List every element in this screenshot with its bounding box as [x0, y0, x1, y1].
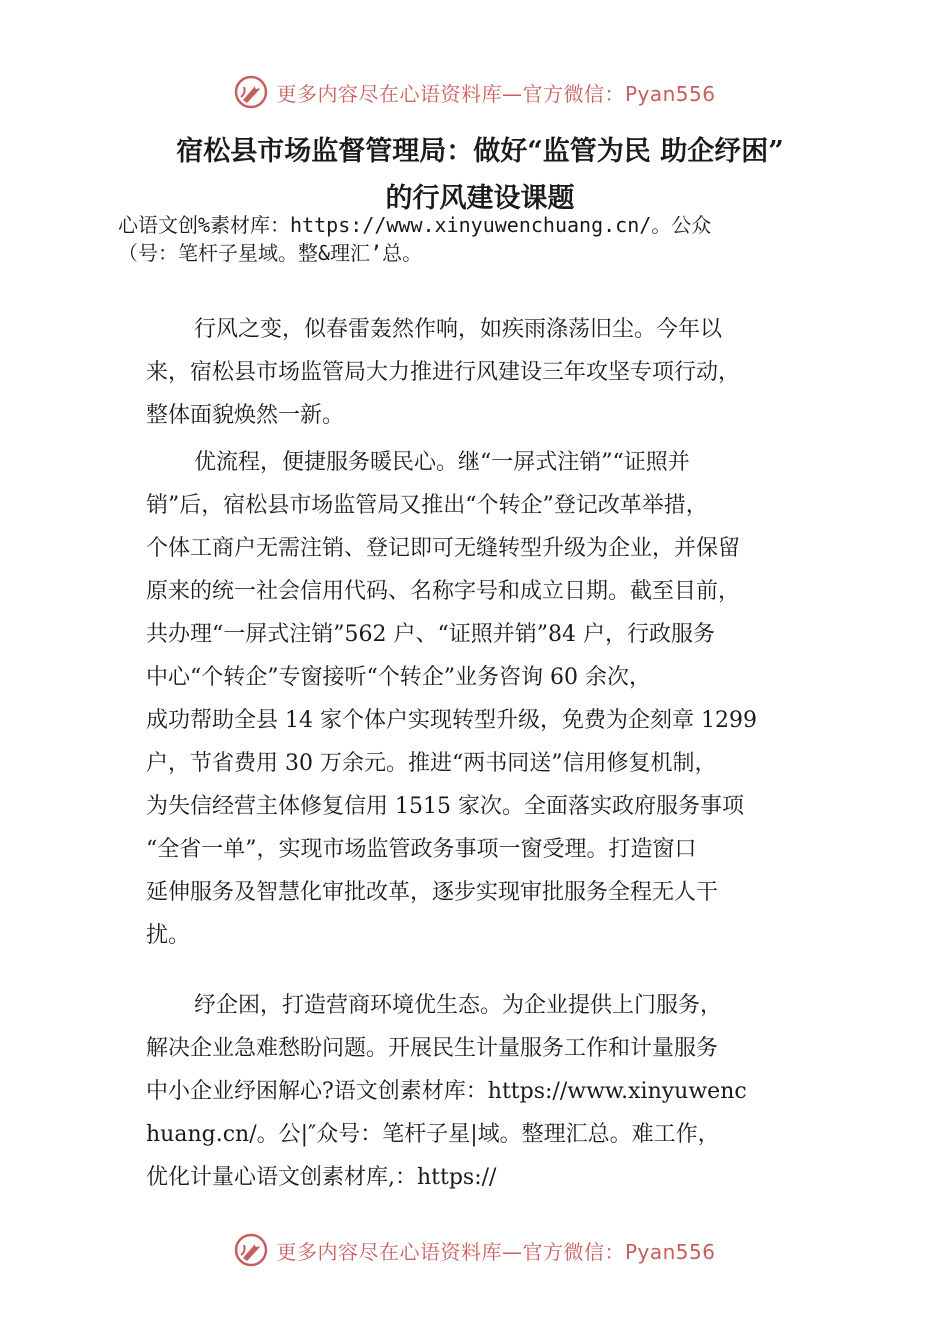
text-line: 优流程，便捷服务暖民心。继“一屏式注销”“证照并 — [194, 450, 690, 475]
pen-nib-logo-icon — [234, 75, 268, 109]
page-title — [120, 128, 840, 222]
banner-text: 更多内容尽在心语资料库—官方微信：Pyan556 — [276, 81, 716, 106]
paragraph-2 — [146, 441, 822, 957]
text-line: 中小企业纾困解心?语文创素材库：https://www.xinyuwenc — [146, 1079, 747, 1104]
text-line: 共办理“一屏式注销”562 户、“证照并销”84 户，行政服务 — [146, 622, 715, 647]
text-line: 整体面貌焕然一新。 — [146, 403, 345, 428]
source-line-2: （号：笔杆子星域。整&理汇’总。 — [118, 241, 423, 265]
text-line: 个体工商户无需注销、登记即可无缝转型升级为企业，并保留 — [146, 536, 741, 561]
source-line-1: 心语文创%素材库：https://www.xinyuwenchuang.cn/。公众 — [118, 213, 712, 237]
title-line-2: 的行风建设课题 — [385, 183, 575, 214]
text-line: 扰。 — [146, 923, 191, 948]
paragraph-1 — [146, 308, 822, 437]
text-line: huang.cn/。公|″众号：笔杆子星|域。整理汇总。难工作， — [146, 1122, 720, 1147]
title-line-1: 宿松县市场监督管理局：做好“监管为民 助企纾困” — [176, 136, 784, 167]
text-line: 纾企困，打造营商环境优生态。为企业提供上门服务， — [194, 993, 723, 1018]
header-banner — [0, 72, 950, 112]
pen-nib-logo-icon — [234, 1233, 268, 1267]
text-line: 成功帮助全县 14 家个体户实现转型升级，免费为企刻章 1299 — [146, 708, 757, 733]
text-line: 为失信经营主体修复信用 1515 家次。全面落实政府服务事项 — [146, 794, 744, 819]
text-line: 来，宿松县市场监管局大力推进行风建设三年攻坚专项行动， — [146, 360, 741, 385]
text-line: 行风之变，似春雷轰然作响，如疾雨涤荡旧尘。今年以 — [194, 317, 723, 342]
text-line: “全省一单”，实现市场监管政务事项一窗受理。打造窗口 — [146, 837, 697, 862]
text-line: 户，节省费用 30 万余元。推进“两书同送”信用修复机制， — [146, 751, 717, 776]
banner-text: 更多内容尽在心语资料库—官方微信：Pyan556 — [276, 1239, 716, 1264]
text-line: 优化计量心语文创素材库,：https:// — [146, 1165, 497, 1190]
text-line: 中心“个转企”专窗接听“个转企”业务咨询 60 余次， — [146, 665, 651, 690]
text-line: 销”后，宿松县市场监管局又推出“个转企”登记改革举措， — [146, 493, 708, 518]
text-line: 延伸服务及智慧化审批改革，逐步实现审批服务全程无人干 — [146, 880, 719, 905]
footer-banner — [0, 1230, 950, 1270]
text-line: 原来的统一社会信用代码、名称字号和成立日期。截至目前， — [146, 579, 741, 604]
text-line: 解决企业急难愁盼问题。开展民生计量服务工作和计量服务 — [146, 1036, 719, 1061]
paragraph-3 — [146, 984, 822, 1199]
source-note — [118, 211, 838, 267]
